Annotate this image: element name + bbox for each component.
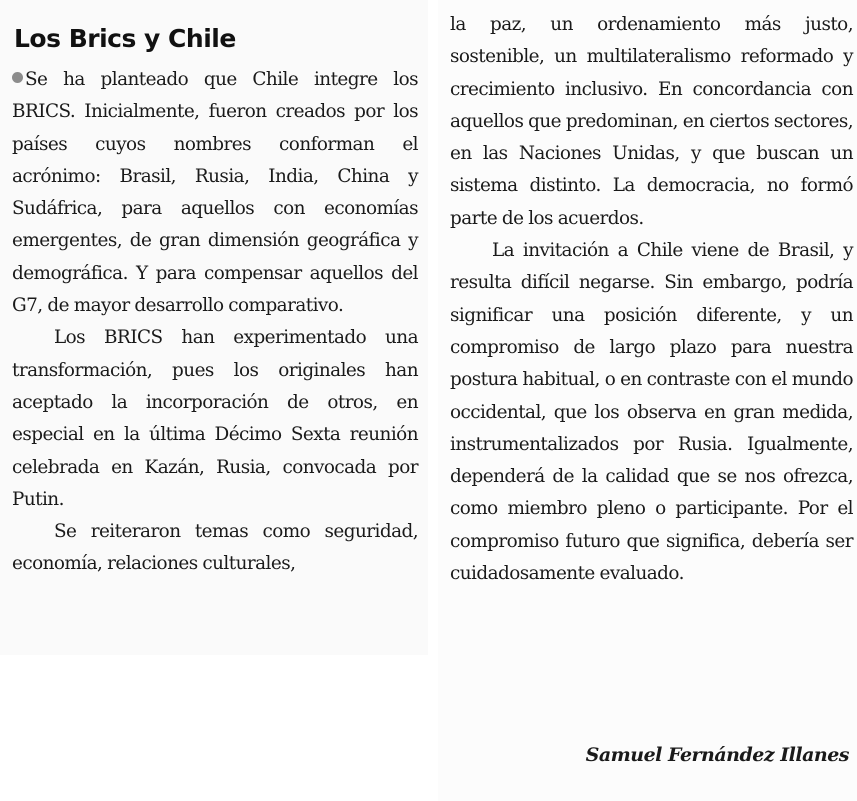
- author-byline: Samuel Fernández Illanes: [585, 744, 849, 766]
- paragraph-2: Los BRICS han experimentado una transformación, pues los originales han aceptado la incorporación de otros, en especial en la última Décimo Sexta reunión celebrada en Kazán, Rusia, convocada por Putin.: [12, 327, 418, 510]
- paragraph-1-text: Se ha planteado que Chile integre los BRICS. Inicialmente, fueron creados por los países cuyos nombres conforman el acrónimo: Brasil, Rusia, India, China y Sudáfrica, para aquellos con economías emergentes, de gran dimensión geográfica y demográfica. Y para compensar aquellos del G7, de mayor desarrollo comparativo.: [12, 69, 418, 317]
- bullet-icon: [12, 72, 23, 83]
- article-body-left: [12, 64, 418, 581]
- article-column-left: [0, 0, 428, 655]
- paragraph-4: La invitación a Chile viene de Brasil, y resulta difícil negarse. Sin embargo, podría significar una posición diferente, y un compromiso de largo plazo para nuestra postura habitual, o en contraste con el mundo occidental, que los observa en gran medida, instrumentalizados por Rusia. Igualmente, dependerá de la calidad que se nos ofrezca, como miembro pleno o participante. Por el compromiso futuro que significa, debería ser cuidadosamente evaluado.: [450, 240, 853, 585]
- article-headline: Los Brics y Chile: [14, 24, 236, 53]
- paragraph-3-start: Se reiteraron temas como seguridad, economía, relaciones culturales,: [12, 521, 418, 575]
- paragraph-1: [12, 64, 418, 322]
- article-body-right: [450, 9, 853, 590]
- article-column-right: [438, 0, 857, 801]
- paragraph-3-continued: la paz, un ordenamiento más justo, sostenible, un multilateralismo reformado y crecimiento inclusivo. En concordancia con aquellos que predominan, en ciertos sectores, en las Naciones Unidas, y que buscan un sistema distinto. La democracia, no formó parte de los acuerdos.: [450, 14, 853, 229]
